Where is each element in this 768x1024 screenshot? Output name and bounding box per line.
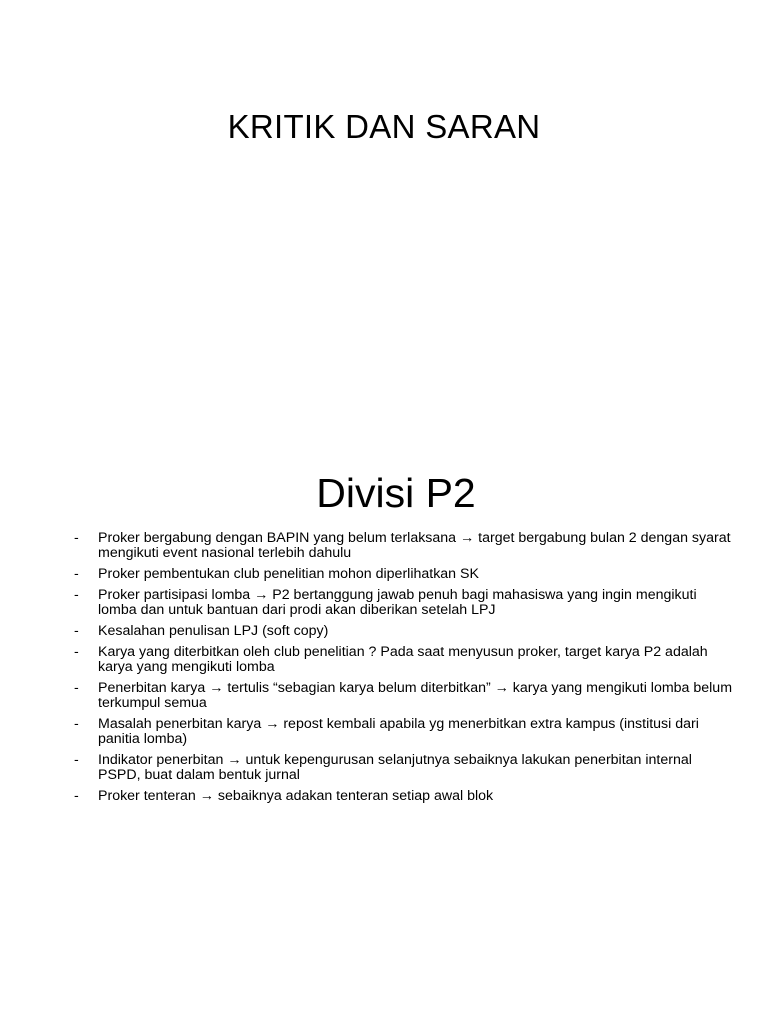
list-item	[74, 588, 734, 618]
bullet-marker: -	[74, 644, 79, 660]
list-item	[74, 753, 734, 783]
list-item-text: Proker tenteran → sebaiknya adakan tenteran setiap awal blok	[98, 788, 494, 804]
bullet-marker: -	[74, 530, 79, 546]
list-item	[74, 789, 734, 804]
bullet-marker: -	[74, 566, 79, 582]
list-item-text: Kesalahan penulisan LPJ (soft copy)	[98, 623, 329, 639]
list-item-text: Proker bergabung dengan BAPIN yang belum terlaksana → target bergabung bulan 2 dengan syarat mengikuti event nasional terlebih dahulu	[98, 530, 731, 561]
list-item	[74, 531, 734, 561]
list-item-text: Penerbitan karya → tertulis “sebagian karya belum diterbitkan” → karya yang mengikuti lomba belum terkumpul semua	[98, 680, 733, 711]
list-item	[74, 567, 734, 582]
list-item	[74, 624, 734, 639]
list-item-text: Masalah penerbitan karya → repost kembali apabila yg menerbitkan extra kampus (institusi dari panitia lomba)	[98, 716, 699, 747]
list-item-text: Indikator penerbitan → untuk kepengurusan selanjutnya sebaiknya lakukan penerbitan internal PSPD, buat dalam bentuk jurnal	[98, 752, 692, 783]
bullet-list	[74, 531, 734, 810]
bullet-marker: -	[74, 716, 79, 732]
list-item-text: Proker pembentukan club penelitian mohon diperlihatkan SK	[98, 566, 479, 582]
bullet-marker: -	[74, 752, 79, 768]
bullet-marker: -	[74, 680, 79, 696]
list-item	[74, 645, 734, 675]
bullet-marker: -	[74, 788, 79, 804]
list-item-text: Karya yang diterbitkan oleh club penelitian ? Pada saat menyusun proker, target karya P2 adalah karya yang mengikuti lomba	[98, 644, 708, 675]
list-item	[74, 681, 734, 711]
list-item	[74, 717, 734, 747]
bullet-marker: -	[74, 623, 79, 639]
list-item-text: Proker partisipasi lomba → P2 bertanggung jawab penuh bagi mahasiswa yang ingin mengikuti lomba dan untuk bantuan dari prodi akan diberikan setelah LPJ	[98, 587, 697, 618]
bullet-marker: -	[74, 587, 79, 603]
section-title: Divisi P2	[316, 470, 476, 516]
slide-title: KRITIK DAN SARAN	[227, 108, 541, 145]
